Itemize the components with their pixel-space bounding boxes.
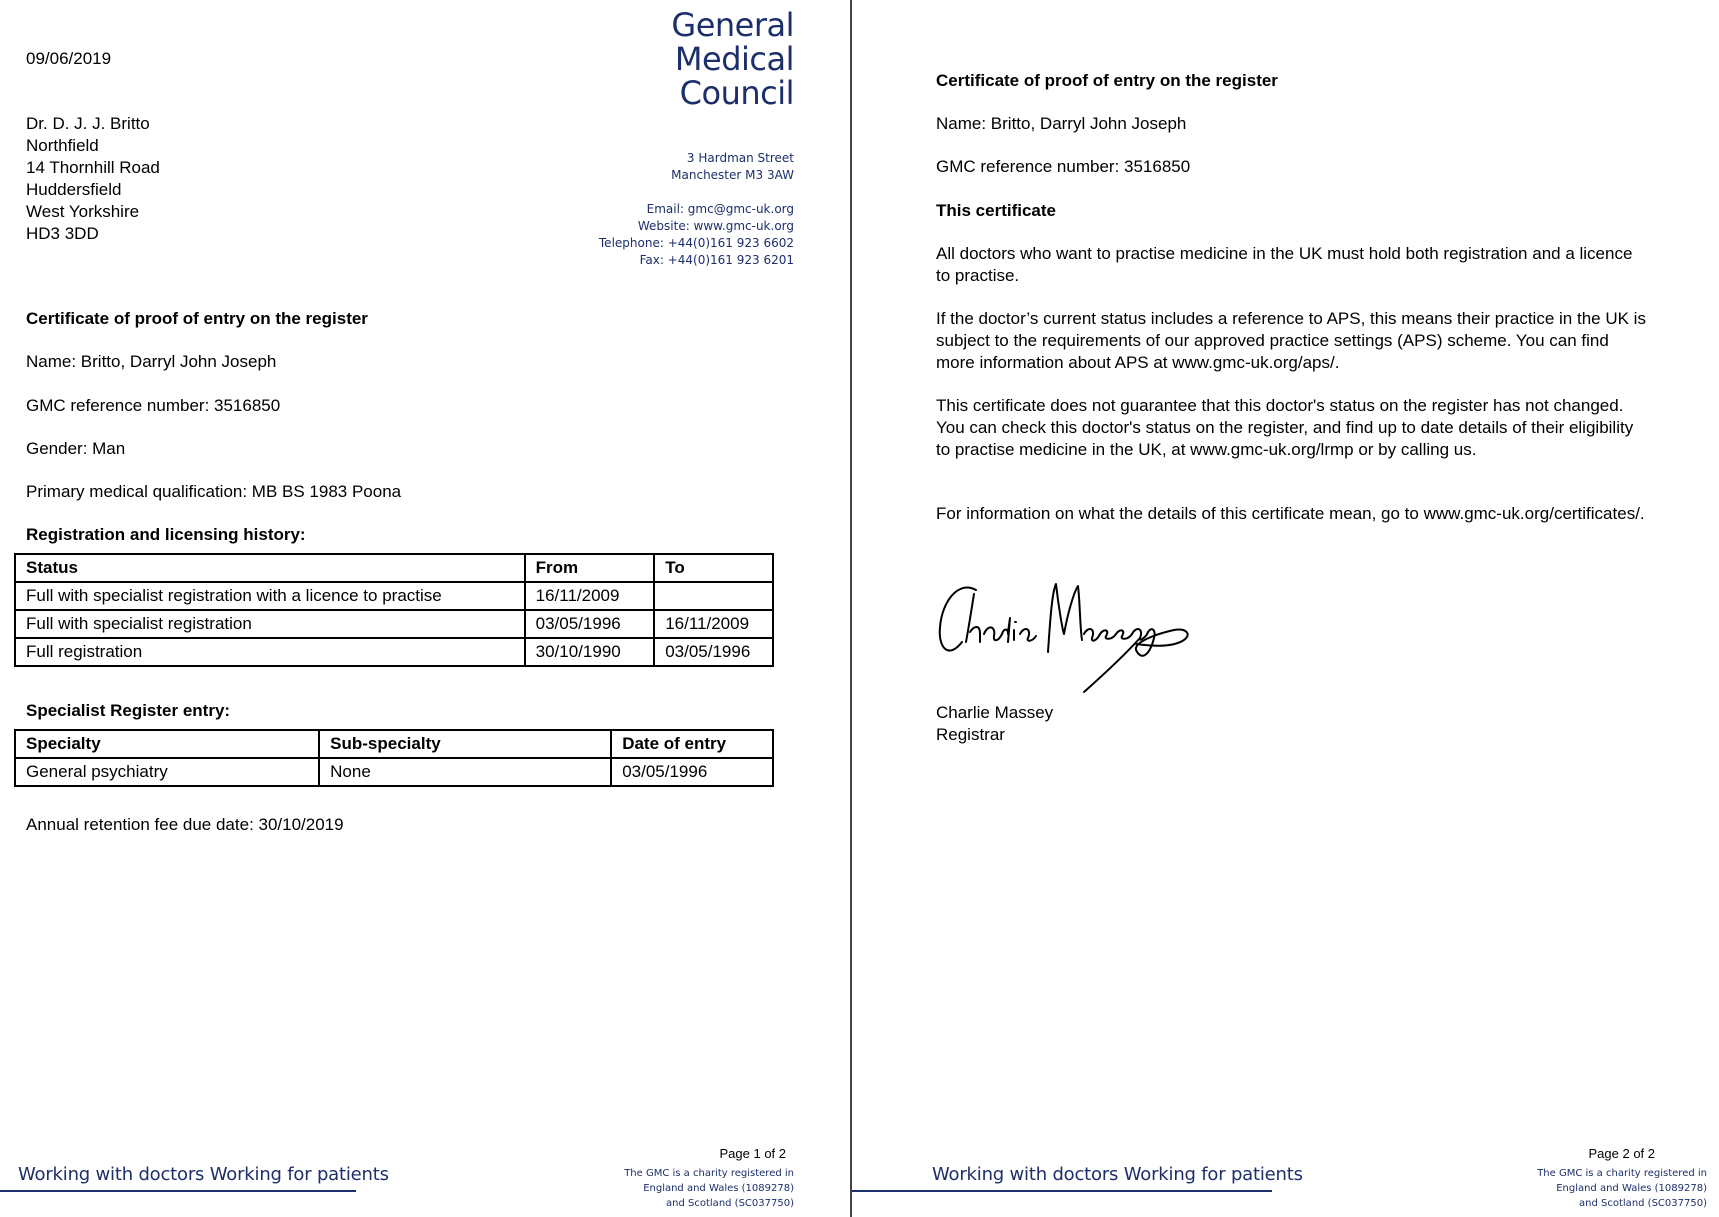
status-cell: Full with specialist registration — [15, 610, 525, 638]
specialty-cell: General psychiatry — [15, 758, 319, 786]
sub-specialty-cell: None — [319, 758, 611, 786]
column-header: To — [654, 554, 773, 582]
certificate-heading: Certificate of proof of entry on the register — [26, 309, 368, 328]
column-header: Specialty — [15, 730, 319, 758]
page-number: Page 2 of 2 — [1588, 1146, 1655, 1161]
charity-notice — [1537, 1166, 1707, 1211]
street: 3 Hardman Street — [686, 151, 794, 165]
table-row — [15, 638, 773, 666]
table-row — [15, 582, 773, 610]
charity-line: England and Wales (1089278) — [643, 1183, 794, 1194]
specialist-register-table — [14, 729, 774, 787]
primary-qualification: Primary medical qualification: MB BS 1983 Poona — [26, 482, 402, 501]
page-number: Page 1 of 2 — [719, 1146, 786, 1161]
table-header-row — [15, 554, 773, 582]
column-header: From — [525, 554, 655, 582]
table-row — [15, 758, 773, 786]
from-cell: 03/05/1996 — [525, 610, 655, 638]
to-cell: 16/11/2009 — [654, 610, 773, 638]
address-line: Huddersfield — [26, 180, 122, 199]
doctor-name: Name: Britto, Darryl John Joseph — [936, 114, 1187, 133]
logo-line: Council — [679, 74, 794, 112]
address-line: HD3 3DD — [26, 224, 99, 243]
table-row — [15, 610, 773, 638]
signatory-name: Charlie Massey — [936, 703, 1054, 722]
charity-line: and Scotland (SC037750) — [666, 1198, 794, 1209]
footer-rule — [852, 1190, 1272, 1192]
charity-line: The GMC is a charity registered in — [1537, 1168, 1707, 1179]
footer-rule — [0, 1190, 356, 1192]
address-line: 14 Thornhill Road — [26, 158, 160, 177]
footer-slogan: Working with doctors Working for patients — [18, 1164, 389, 1185]
charity-notice — [624, 1166, 794, 1211]
address-line: West Yorkshire — [26, 202, 140, 221]
to-cell — [654, 582, 773, 610]
logo-line: Medical — [674, 40, 794, 78]
certificate-page-1 — [0, 0, 850, 1217]
column-header: Sub-specialty — [319, 730, 611, 758]
date-of-entry-cell: 03/05/1996 — [611, 758, 773, 786]
gmc-logo — [671, 8, 794, 110]
certificate-heading: Certificate of proof of entry on the register — [936, 71, 1278, 90]
paragraph-aps: If the doctor’s current status includes a reference to APS, this means their practice in the UK is subject to the requirements of our approved practice settings (APS) scheme. You can find more information about APS at www.gmc-uk.org/aps/. — [936, 309, 1646, 372]
annual-fee-due-date: Annual retention fee due date: 30/10/2019 — [26, 815, 344, 834]
gender: Gender: Man — [26, 439, 126, 458]
gmc-reference-number: GMC reference number: 3516850 — [26, 396, 281, 415]
registration-history-table — [14, 553, 774, 667]
registrar-signature — [936, 572, 1196, 697]
from-cell: 30/10/1990 — [525, 638, 655, 666]
city: Manchester M3 3AW — [671, 168, 794, 182]
table-header-row — [15, 730, 773, 758]
column-header: Date of entry — [611, 730, 773, 758]
history-heading: Registration and licensing history: — [26, 525, 306, 544]
gmc-contact-details — [599, 201, 794, 269]
gmc-postal-address — [671, 150, 794, 184]
gmc-reference-number: GMC reference number: 3516850 — [936, 157, 1191, 176]
certificate-page-2 — [852, 0, 1719, 1217]
email: Email: gmc@gmc-uk.org — [646, 202, 794, 216]
from-cell: 16/11/2009 — [525, 582, 655, 610]
paragraph-registration-licence: All doctors who want to practise medicine in the UK must hold both registration and a licence to practise. — [936, 244, 1633, 285]
website: Website: www.gmc-uk.org — [637, 219, 794, 233]
logo-line: General — [671, 6, 794, 44]
fax: Fax: +44(0)161 923 6201 — [639, 253, 794, 267]
address-line: Northfield — [26, 136, 99, 155]
paragraph-further-info: For information on what the details of this certificate mean, go to www.gmc-uk.org/certificates/. — [936, 504, 1645, 523]
telephone: Telephone: +44(0)161 923 6602 — [598, 236, 794, 250]
charity-line: England and Wales (1089278) — [1556, 1183, 1707, 1194]
specialist-heading: Specialist Register entry: — [26, 701, 231, 720]
section-heading: This certificate — [936, 201, 1056, 220]
status-cell: Full registration — [15, 638, 525, 666]
address-line: Dr. D. J. J. Britto — [26, 114, 150, 133]
to-cell: 03/05/1996 — [654, 638, 773, 666]
paragraph-status-check: This certificate does not guarantee that this doctor's status on the register has not changed. You can check this doctor's status on the register, and find up to date details of their eligibility to practise medicine in the UK, at www.gmc-uk.org/lrmp or by calling us. — [936, 396, 1634, 459]
column-header: Status — [15, 554, 525, 582]
status-cell: Full with specialist registration with a licence to practise — [15, 582, 525, 610]
letter-date: 09/06/2019 — [26, 49, 112, 68]
signatory-title: Registrar — [936, 725, 1005, 744]
charity-line: The GMC is a charity registered in — [624, 1168, 794, 1179]
footer-slogan: Working with doctors Working for patients — [932, 1164, 1303, 1185]
doctor-name: Name: Britto, Darryl John Joseph — [26, 352, 277, 371]
charity-line: and Scotland (SC037750) — [1579, 1198, 1707, 1209]
